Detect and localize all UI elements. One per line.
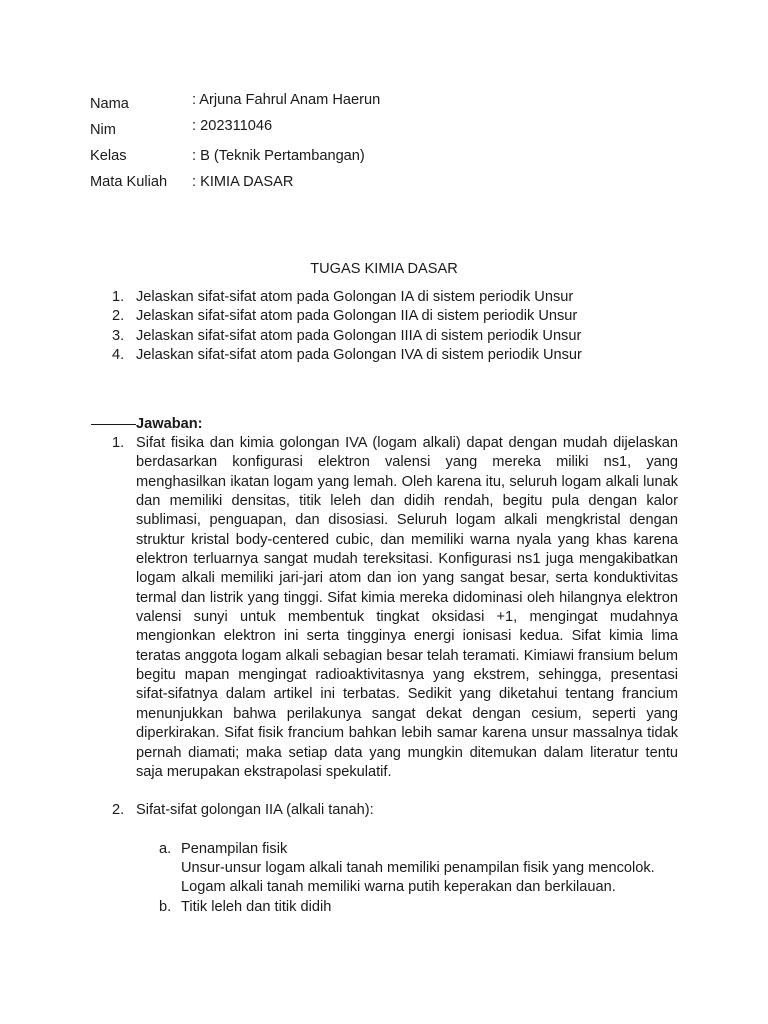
header-label: Kelas bbox=[90, 148, 127, 164]
answer-text: Sifat-sifat golongan IIA (alkali tanah): bbox=[136, 802, 374, 819]
answer-number: 1. bbox=[112, 435, 125, 451]
header-row-kelas bbox=[0, 146, 768, 166]
header-value: : 202311046 bbox=[192, 118, 273, 134]
sub-item-letter: a. bbox=[159, 840, 172, 857]
question-item bbox=[0, 307, 768, 326]
header-label: Nim bbox=[90, 122, 116, 138]
sub-item bbox=[0, 898, 678, 917]
sub-item-title: Penampilan fisik bbox=[181, 840, 288, 857]
header-value: : KIMIA DASAR bbox=[192, 174, 294, 190]
jawaban-rule bbox=[91, 424, 136, 425]
question-number: 2. bbox=[112, 308, 125, 325]
question-number: 4. bbox=[112, 347, 125, 364]
question-item bbox=[0, 288, 768, 307]
header-value: : Arjuna Fahrul Anam Haerun bbox=[192, 92, 381, 108]
header-label: Mata Kuliah bbox=[90, 174, 168, 190]
header-label: Nama bbox=[90, 96, 129, 112]
document-title: TUGAS KIMIA DASAR bbox=[310, 261, 458, 277]
answer-sublist bbox=[0, 840, 768, 917]
sub-item-description: Unsur-unsur logam alkali tanah memiliki penampilan fisik yang mencolok. Logam alkali tanah memiliki warna putih keperakan dan berkilauan. bbox=[181, 859, 655, 896]
sub-item bbox=[0, 840, 678, 898]
question-item bbox=[0, 346, 768, 365]
header-row-nama bbox=[0, 93, 768, 113]
question-text: Jelaskan sifat-sifat atom pada Golongan IA di sistem periodik Unsur bbox=[136, 289, 574, 305]
question-number: 3. bbox=[112, 327, 125, 344]
answer-number: 2. bbox=[112, 802, 125, 819]
header-value: : B (Teknik Pertambangan) bbox=[192, 148, 365, 164]
question-list bbox=[0, 288, 768, 366]
header-row-nim bbox=[0, 119, 768, 139]
sub-item-title: Titik leleh dan titik didih bbox=[181, 898, 332, 915]
question-number: 1. bbox=[112, 289, 125, 305]
answer-text: Sifat fisika dan kimia golongan IVA (logam alkali) dapat dengan mudah dijelaskan berdasarkan konfigurasi elektron valensi yang mereka miliki ns1, yang menghasilkan ikatan logam yang lemah. Oleh karena itu, seluruh logam alkali lunak dan memiliki densitas, titik leleh dan didih rendah, begitu pula dengan kalor sublimasi, penguapan, dan disosiasi. Seluruh logam alkali mengkristal dengan struktur kristal body-centered cubic, dan memiliki warna nyala yang khas karena elektron terluarnya sangat mudah tereksitasi. Konfigurasi ns1 juga mengakibatkan logam alkali memiliki jari-jari atom dan ion yang sangat besar, serta konduktivitas termal dan listrik yang tinggi. Sifat kimia mereka didominasi oleh hilangnya elektron valensi sunyi untuk membentuk tingkat oksidasi +1, mengingat mudahnya mengionkan elektron ini serta tingginya energi ionisasi kedua. Sifat kimia lima teratas anggota logam alkali sebagian besar telah teramati. Kimiawi fransium belum begitu mapan mengingat radioaktivitasnya yang ekstrem, sehingga, presentasi sifat-sifatnya dalam artikel ini terbatas. Sedikit yang diketahui tentang francium menunjukkan bahwa perilakunya sangat dekat dengan cesium, seperti yang diperkirakan. Sifat fisik francium bahkan lebih samar karena unsur massalnya tidak pernah diamati; maka setiap data yang mungkin ditemukan dalam literatur tentu saja merupakan ekstrapolasi spekulatif. bbox=[136, 435, 678, 780]
question-item bbox=[0, 327, 768, 346]
answer-list bbox=[0, 434, 768, 917]
question-text: Jelaskan sifat-sifat atom pada Golongan IVA di sistem periodik Unsur bbox=[136, 347, 582, 364]
answer-item bbox=[0, 434, 678, 782]
question-text: Jelaskan sifat-sifat atom pada Golongan IIIA di sistem periodik Unsur bbox=[136, 327, 582, 344]
header-row-mata-kuliah bbox=[0, 172, 768, 192]
sub-item-letter: b. bbox=[159, 898, 172, 915]
jawaban-heading: Jawaban: bbox=[136, 416, 203, 432]
question-text: Jelaskan sifat-sifat atom pada Golongan IIA di sistem periodik Unsur bbox=[136, 308, 578, 325]
answer-item bbox=[0, 801, 678, 820]
